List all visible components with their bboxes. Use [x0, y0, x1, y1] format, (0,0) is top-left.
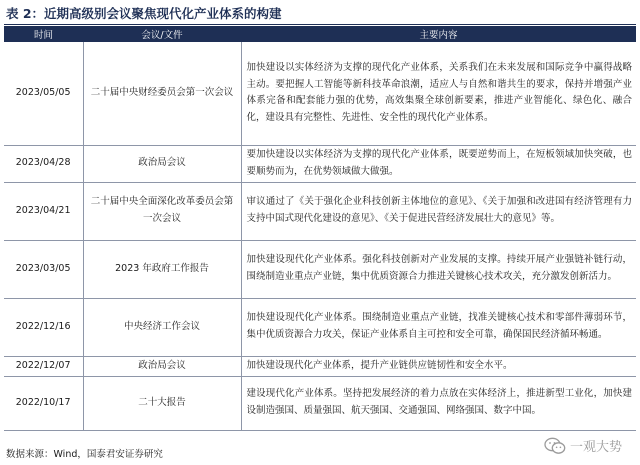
table-row	[4, 182, 636, 240]
table-row	[4, 145, 636, 182]
table-row	[4, 376, 636, 430]
row-meeting: 中央经济工作会议	[83, 298, 241, 356]
row-meeting: 政治局会议	[83, 145, 241, 182]
row-date: 2023/04/21	[4, 182, 83, 240]
row-content: 建设现代化产业体系。坚持把发展经济的着力点放在实体经济上，推进新型工业化，加快建设制造强国、质量强国、航天强国、交通强国、网络强国、数字中国。	[241, 376, 636, 430]
header-meeting: 会议/文件	[83, 26, 241, 42]
meetings-table	[4, 26, 636, 431]
row-content: 要加快建设以实体经济为支撑的现代化产业体系，既要逆势而上，在短板领域加快突破，也要顺势而为，在优势领域做大做强。	[241, 145, 636, 182]
row-meeting: 二十大报告	[83, 376, 241, 430]
row-meeting: 二十届中央财经委员会第一次会议	[83, 42, 241, 145]
table-title: 表 2：近期高级别会议聚焦现代化产业体系的构建	[6, 6, 282, 21]
row-content: 加快建设现代化产业体系。围绕制造业重点产业链，找准关键核心技术和零部件薄弱环节，集中优质资源合力攻关，保证产业体系自主可控和安全可靠，确保国民经济循环畅通。	[241, 298, 636, 356]
row-meeting: 2023 年政府工作报告	[83, 240, 241, 298]
row-date: 2022/12/16	[4, 298, 83, 356]
table-row	[4, 356, 636, 376]
header-date: 时间	[4, 26, 83, 42]
row-content: 加快建设以实体经济为支撑的现代化产业体系，关系我们在未来发展和国际竞争中赢得战略主动。要把握人工智能等新科技革命浪潮，适应人与自然和谐共生的要求，保持并增强产业体系完备和配套能力强的优势，高效集聚全球创新要素，推进产业智能化、绿色化、融合化，建设具有完整性、先进性、安全性的现代化产业体系。	[241, 42, 636, 145]
row-meeting: 二十届中央全面深化改革委员会第一次会议	[83, 182, 241, 240]
row-date: 2022/12/07	[4, 356, 83, 376]
row-content: 审议通过了《关于强化企业科技创新主体地位的意见》、《关于加强和改进国有经济管理有力支持中国式现代化建设的意见》、《关于促进民营经济发展壮大的意见》等。	[241, 182, 636, 240]
row-date: 2022/10/17	[4, 376, 83, 430]
row-date: 2023/03/05	[4, 240, 83, 298]
row-date: 2023/04/28	[4, 145, 83, 182]
header-content: 主要内容	[241, 26, 636, 42]
table-row	[4, 42, 636, 145]
data-source-note: 数据来源：Wind，国泰君安证券研究	[6, 449, 163, 460]
table-header-row	[4, 26, 636, 42]
row-meeting: 政治局会议	[83, 356, 241, 376]
title-rule	[4, 24, 636, 25]
table-row	[4, 240, 636, 298]
row-content: 加快建设现代化产业体系，提升产业链供应链韧性和安全水平。	[241, 356, 636, 376]
row-content: 加快建设现代化产业体系。强化科技创新对产业发展的支撑。持续开展产业强链补链行动，围绕制造业重点产业链，集中优质资源合力推进关键核心技术攻关，充分激发创新活力。	[241, 240, 636, 298]
row-date: 2023/05/05	[4, 42, 83, 145]
watermark-text: 一观大势	[569, 440, 622, 455]
wechat-icon	[544, 437, 566, 455]
table-row	[4, 298, 636, 356]
watermark	[544, 436, 622, 455]
